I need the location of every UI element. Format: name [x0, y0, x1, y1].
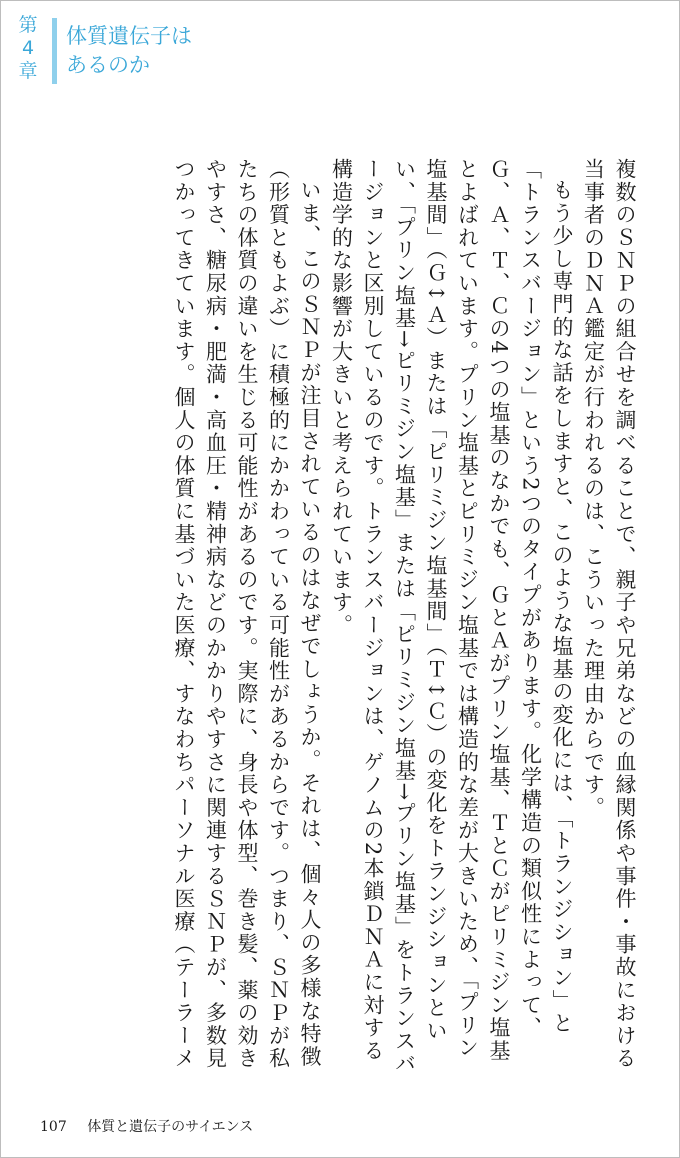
- chapter-label-bottom: 章: [18, 60, 38, 82]
- chapter-title-line-1: 体質遺伝子は: [66, 24, 192, 48]
- paragraph-3: いま、このＳＮＰが注目されているのはなぜでしょうか。それは、個々人の多様な特徴（形質ともよぶ）に積極的にかかわっている可能性があるからです。つまり、ＳＮＰが私たちの体質の違いを生じる可能性があるのです。実際に、身長や体型、巻き髪、薬の効きやすさ、糖尿病・肥満・高血圧・精神病などのかかりやすさに関連するＳＮＰが、多数見つかってきています。個人の体質に基づいた医療、すなわちパーソナル医療（テーラーメ: [172, 158, 322, 1070]
- paragraph-1: 複数のＳＮＰの組合せを調べることで、親子や兄弟などの血縁関係や事件・事故における当事者のＤＮＡ鑑定が行われるのは、こういった理由からです。: [581, 158, 637, 1070]
- body-text: [168, 158, 641, 1078]
- chapter-number-mark: [10, 14, 46, 83]
- chapter-label-top: 第: [18, 14, 38, 36]
- page-number: 107: [40, 1119, 67, 1135]
- chapter-title-line-2: あるのか: [66, 53, 150, 77]
- chapter-number: 4: [21, 37, 35, 59]
- paragraph-2: もう少し専門的な話をしますと、このような塩基の変化には、「トランジション」と「トランスバージョン」という2つのタイプがあります。化学構造の類似性によって、Ｇ、Ａ、Ｔ、Ｃの4つの塩基のなかでも、ＧとＡがプリン塩基、ＴとＣがピリミジン塩基とよばれています。プリン塩基とピリミジン塩基では構造的な差が大きいため、「プリン塩基間」（Ｇ↕Ａ）または「ピリミジン塩基間」（Ｔ↕Ｃ）の変化をトランジションといい、「プリン塩基→ピリミジン塩基」または「ピリミジン塩基→プリン塩基」をトランスバージョンと区別しているのです。トランスバージョンは、ゲノムの2本鎖ＤＮＡに対する構造学的な影響が大きいと考えられています。: [329, 158, 574, 1076]
- running-book-title: 体質と遺伝子のサイエンス: [87, 1119, 254, 1135]
- chapter-divider-bar: [52, 18, 57, 84]
- page-footer: [40, 1116, 253, 1136]
- chapter-title: [66, 22, 192, 80]
